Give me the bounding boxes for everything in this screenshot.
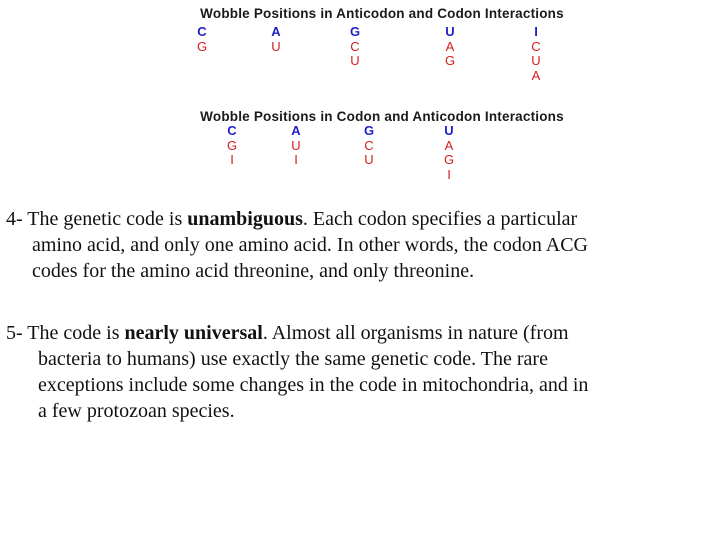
paired-base: U — [291, 137, 301, 153]
pairing-column — [343, 25, 367, 69]
pairing-column — [220, 124, 244, 168]
paired-base: G — [196, 38, 208, 54]
base-header: U — [444, 123, 454, 138]
base-header: A — [291, 123, 301, 138]
paired-base: G — [443, 152, 455, 167]
paragraph-line: amino acid, and only one amino acid. In other words, the codon ACG — [32, 234, 588, 256]
paragraph-line — [6, 320, 712, 346]
paired-base: U — [271, 38, 281, 54]
text-segment: . Each codon specifies a particular — [302, 208, 578, 230]
paired-base: U — [531, 53, 541, 68]
paired-base: A — [445, 38, 455, 54]
paired-base: A — [444, 137, 454, 153]
base-header: C — [227, 123, 237, 138]
paragraph-line: bacteria to humans) use exactly the same genetic code. The rare — [38, 348, 548, 370]
base-header: G — [349, 24, 361, 39]
paired-base: I — [447, 166, 451, 182]
pairing-column — [357, 124, 381, 168]
pairing-column — [438, 25, 462, 69]
pairing-column — [524, 25, 548, 83]
base-header: G — [363, 123, 375, 138]
paired-base: U — [350, 53, 360, 68]
paired-base: C — [531, 38, 541, 54]
figure1-title: Wobble Positions in Anticodon and Codon Interactions — [200, 6, 564, 21]
paragraph-universal — [6, 320, 712, 424]
bold-term: unambiguous — [187, 208, 303, 230]
text-segment: 5- The code is — [6, 322, 125, 344]
paired-base: C — [350, 38, 360, 54]
paragraph-line — [6, 206, 712, 232]
paired-base: I — [230, 152, 234, 167]
paired-base: G — [444, 53, 456, 68]
text-segment: . Almost all organisms in nature (from — [262, 322, 569, 344]
pairing-column — [284, 124, 308, 168]
figure2-title: Wobble Positions in Codon and Anticodon Interactions — [200, 109, 564, 124]
paragraph-unambiguous — [6, 206, 712, 284]
pairing-column — [190, 25, 214, 54]
paired-base: I — [294, 152, 298, 167]
text-segment: 4- The genetic code is — [6, 208, 188, 230]
base-header: U — [445, 24, 455, 39]
base-header: C — [197, 24, 207, 39]
paired-base: C — [364, 137, 374, 153]
paired-base: U — [364, 152, 374, 167]
paired-base: G — [226, 137, 238, 153]
paired-base: A — [531, 67, 541, 83]
paragraph-line: codes for the amino acid threonine, and only threonine. — [32, 260, 475, 282]
base-header: I — [534, 24, 538, 39]
pairing-column — [264, 25, 288, 54]
paragraph-line: a few protozoan species. — [38, 400, 235, 422]
paragraph-line: exceptions include some changes in the code in mitochondria, and in — [38, 374, 589, 396]
pairing-column — [437, 124, 461, 182]
base-header: A — [271, 24, 281, 39]
bold-term: nearly universal — [124, 322, 263, 344]
